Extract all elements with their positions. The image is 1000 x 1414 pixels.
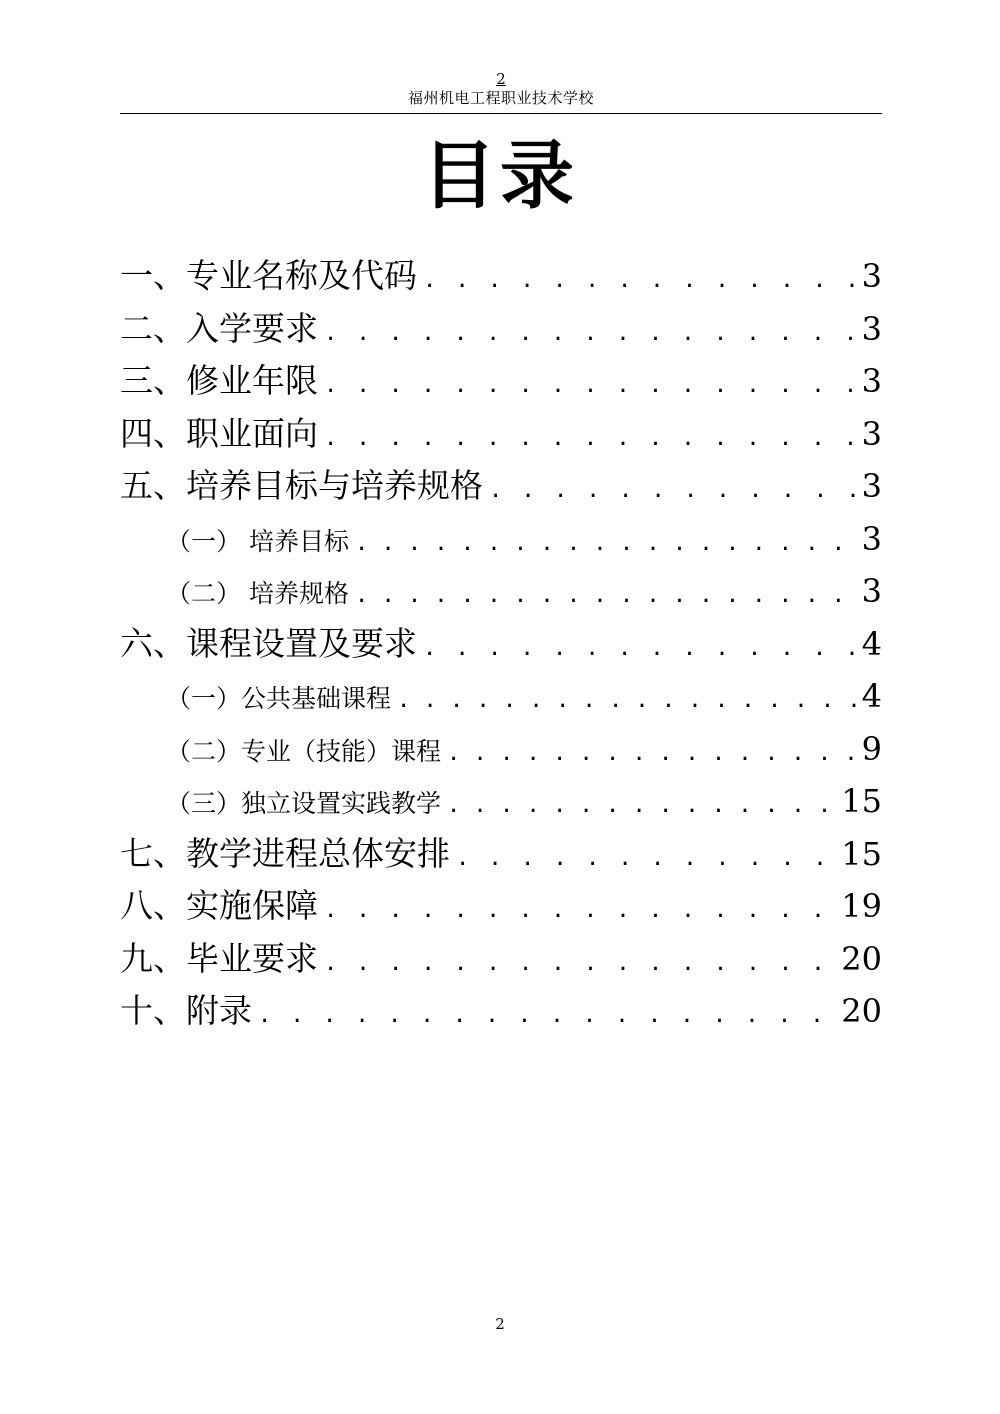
toc-entry[interactable] <box>120 460 882 513</box>
toc-entry[interactable] <box>120 250 882 303</box>
toc-entry-page: 3 <box>861 309 882 348</box>
toc-subentry-label: （二）专业（技能）课程 <box>166 736 442 766</box>
toc-entry[interactable] <box>120 408 882 461</box>
toc-entry-label: 四、职业面向 <box>120 413 318 453</box>
toc-entry-page: 3 <box>861 257 882 295</box>
toc-entry-page: 3 <box>861 467 882 505</box>
toc-entry-page: 3 <box>861 414 882 453</box>
toc-subentry[interactable] <box>120 565 882 618</box>
toc-entry[interactable] <box>120 355 882 408</box>
page-footer-number: 2 <box>495 1315 505 1333</box>
toc-subentry-label: （二） 培养规格 <box>166 579 349 608</box>
toc-entry[interactable] <box>120 985 882 1038</box>
toc-entry-page: 20 <box>841 992 882 1030</box>
table-of-contents <box>120 250 882 1038</box>
toc-subentry-page: 4 <box>861 677 882 715</box>
toc-entry-label: 十、附录 <box>120 991 252 1030</box>
toc-subentry[interactable] <box>120 775 882 828</box>
toc-leader-dots <box>355 568 856 623</box>
header-page-number: 2 <box>496 70 506 88</box>
toc-entry-label: 九、毕业要求 <box>120 938 318 978</box>
toc-leader-dots <box>456 828 835 886</box>
toc-entry-page: 3 <box>861 362 882 400</box>
toc-subentry-page: 9 <box>861 729 882 768</box>
toc-entry-page: 20 <box>841 939 882 978</box>
toc-leader-dots <box>258 985 835 1043</box>
toc-entry-label: 八、实施保障 <box>120 886 318 925</box>
toc-subentry-page: 3 <box>861 519 882 558</box>
toc-leader-dots <box>447 726 856 781</box>
toc-leader-dots <box>447 778 835 833</box>
page-header <box>120 70 882 108</box>
toc-subentry-page: 15 <box>841 782 882 820</box>
toc-entry-label: 二、入学要求 <box>120 308 318 348</box>
toc-subentry[interactable] <box>120 513 882 566</box>
toc-leader-dots <box>324 303 856 361</box>
toc-subentry-label: （一） 培养目标 <box>166 526 349 556</box>
toc-entry-label: 六、课程设置及要求 <box>120 623 417 663</box>
toc-leader-dots <box>324 933 835 991</box>
toc-entry-label: 五、培养目标与培养规格 <box>120 466 483 505</box>
toc-entry-page: 4 <box>861 624 882 663</box>
toc-subentry-page: 3 <box>861 572 882 610</box>
toc-subentry-label: （三）独立设置实践教学 <box>166 789 442 818</box>
toc-entry-label: 七、教学进程总体安排 <box>120 833 450 873</box>
toc-leader-dots <box>324 408 856 466</box>
header-school-name: 福州机电工程职业技术学校 <box>407 89 594 107</box>
toc-entry[interactable] <box>120 303 882 356</box>
toc-entry-label: 一、专业名称及代码 <box>120 256 417 295</box>
toc-subentry[interactable] <box>120 670 882 723</box>
toc-leader-dots <box>324 355 856 413</box>
toc-entry[interactable] <box>120 933 882 986</box>
toc-entry[interactable] <box>120 828 882 881</box>
toc-leader-dots <box>324 880 835 938</box>
toc-entry[interactable] <box>120 880 882 933</box>
toc-leader-dots <box>397 673 856 728</box>
page-title: 目录 <box>422 133 578 219</box>
toc-entry-label: 三、修业年限 <box>120 361 318 400</box>
toc-leader-dots <box>489 460 856 518</box>
toc-subentry[interactable] <box>120 723 882 776</box>
toc-entry-page: 15 <box>841 834 882 873</box>
toc-entry[interactable] <box>120 618 882 671</box>
toc-subentry-label: （一）公共基础课程 <box>166 684 392 713</box>
toc-leader-dots <box>423 618 856 676</box>
toc-entry-page: 19 <box>841 887 882 925</box>
toc-leader-dots <box>355 516 856 571</box>
header-divider <box>120 113 882 114</box>
toc-leader-dots <box>423 250 856 308</box>
